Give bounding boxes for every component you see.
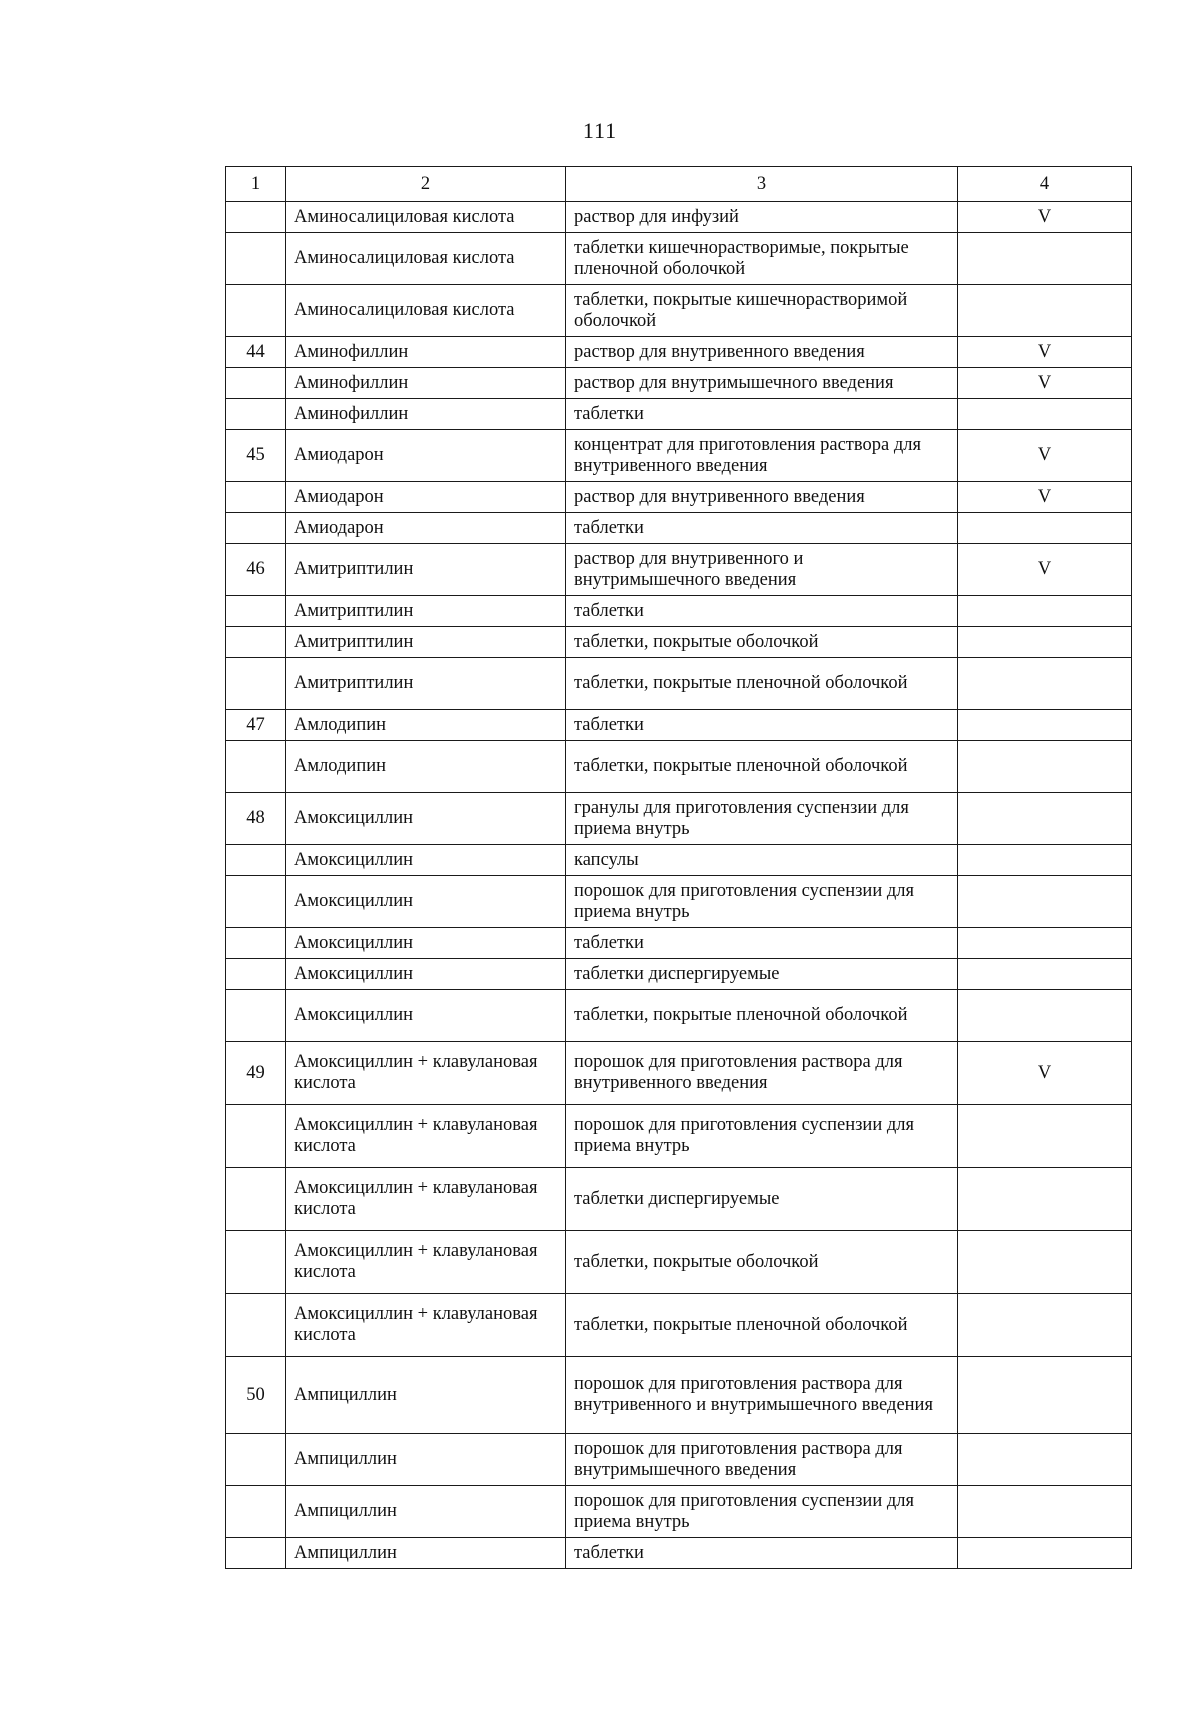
row-number-cell [226,1105,286,1168]
row-number-cell [226,1486,286,1538]
dosage-form-cell: таблетки [566,399,958,430]
mark-cell [958,1105,1132,1168]
dosage-form-cell: таблетки диспергируемые [566,1168,958,1231]
drug-name-cell: Амитриптилин [286,627,566,658]
dosage-form-cell: таблетки [566,928,958,959]
drug-name-cell: Аминофиллин [286,399,566,430]
column-header-3: 3 [566,167,958,202]
drug-name-cell: Аминофиллин [286,337,566,368]
dosage-form-cell: раствор для внутривенного введения [566,337,958,368]
row-number-cell [226,368,286,399]
dosage-form-cell: капсулы [566,845,958,876]
dosage-form-cell: таблетки [566,710,958,741]
page-number: 111 [582,118,618,143]
drug-table [225,166,1132,1569]
table-row [226,1538,1132,1569]
table-row [226,430,1132,482]
table-row [226,513,1132,544]
table-row [226,482,1132,513]
row-number-cell: 45 [226,430,286,482]
table-row [226,1042,1132,1105]
row-number-cell [226,959,286,990]
drug-name-cell: Амоксициллин + клавулановая кислота [286,1294,566,1357]
table-row [226,959,1132,990]
column-header-4: 4 [958,167,1132,202]
table-body [226,202,1132,1569]
drug-name-cell: Ампициллин [286,1538,566,1569]
dosage-form-cell: раствор для внутримышечного введения [566,368,958,399]
mark-cell [958,793,1132,845]
row-number-cell [226,233,286,285]
mark-cell [958,876,1132,928]
drug-name-cell: Амлодипин [286,710,566,741]
mark-cell [958,710,1132,741]
table-row [226,399,1132,430]
dosage-form-cell: раствор для инфузий [566,202,958,233]
mark-cell [958,1486,1132,1538]
table-row [226,1486,1132,1538]
drug-name-cell: Амлодипин [286,741,566,793]
mark-cell: V [958,1042,1132,1105]
drug-name-cell: Амитриптилин [286,658,566,710]
row-number-cell: 46 [226,544,286,596]
drug-name-cell: Ампициллин [286,1434,566,1486]
mark-cell [958,596,1132,627]
table-row [226,1231,1132,1294]
dosage-form-cell: порошок для приготовления раствора для внутримышечного введения [566,1434,958,1486]
drug-name-cell: Аминофиллин [286,368,566,399]
row-number-cell [226,990,286,1042]
mark-cell [958,1357,1132,1434]
table-row [226,233,1132,285]
row-number-cell: 48 [226,793,286,845]
drug-name-cell: Амоксициллин + клавулановая кислота [286,1168,566,1231]
mark-cell: V [958,337,1132,368]
mark-cell [958,513,1132,544]
drug-name-cell: Амоксициллин + клавулановая кислота [286,1042,566,1105]
table-row [226,990,1132,1042]
table-row [226,1294,1132,1357]
mark-cell [958,285,1132,337]
row-number-cell [226,928,286,959]
dosage-form-cell: таблетки [566,513,958,544]
drug-name-cell: Амоксициллин [286,990,566,1042]
dosage-form-cell: раствор для внутривенного и внутримышечного введения [566,544,958,596]
dosage-form-cell: порошок для приготовления суспензии для приема внутрь [566,876,958,928]
table-row [226,596,1132,627]
mark-cell [958,845,1132,876]
mark-cell [958,741,1132,793]
row-number-cell [226,1434,286,1486]
mark-cell [958,658,1132,710]
row-number-cell [226,596,286,627]
table-row [226,793,1132,845]
table-row [226,710,1132,741]
table-row [226,1168,1132,1231]
table-row [226,368,1132,399]
dosage-form-cell: таблетки, покрытые оболочкой [566,627,958,658]
drug-name-cell: Аминосалициловая кислота [286,285,566,337]
dosage-form-cell: таблетки, покрытые пленочной оболочкой [566,1294,958,1357]
mark-cell [958,627,1132,658]
table-row [226,202,1132,233]
drug-name-cell: Амоксициллин [286,959,566,990]
table-row [226,658,1132,710]
table-row [226,627,1132,658]
dosage-form-cell: порошок для приготовления суспензии для приема внутрь [566,1105,958,1168]
dosage-form-cell: таблетки кишечнорастворимые, покрытые пленочной оболочкой [566,233,958,285]
row-number-cell [226,658,286,710]
mark-cell [958,1168,1132,1231]
mark-cell [958,928,1132,959]
mark-cell: V [958,368,1132,399]
dosage-form-cell: таблетки, покрытые оболочкой [566,1231,958,1294]
mark-cell [958,1434,1132,1486]
drug-name-cell: Ампициллин [286,1357,566,1434]
row-number-cell [226,627,286,658]
table-row [226,845,1132,876]
table-row [226,1434,1132,1486]
row-number-cell [226,513,286,544]
table-row [226,285,1132,337]
drug-name-cell: Амоксициллин + клавулановая кислота [286,1231,566,1294]
drug-name-cell: Амоксициллин [286,928,566,959]
dosage-form-cell: раствор для внутривенного введения [566,482,958,513]
row-number-cell [226,202,286,233]
drug-name-cell: Амоксициллин [286,845,566,876]
row-number-cell [226,482,286,513]
column-header-1: 1 [226,167,286,202]
mark-cell: V [958,202,1132,233]
drug-name-cell: Амитриптилин [286,544,566,596]
mark-cell: V [958,544,1132,596]
dosage-form-cell: порошок для приготовления раствора для внутривенного и внутримышечного введения [566,1357,958,1434]
table-row [226,928,1132,959]
row-number-cell [226,845,286,876]
table-row [226,337,1132,368]
table-row [226,876,1132,928]
table-row [226,741,1132,793]
table-row [226,1357,1132,1434]
row-number-cell [226,1168,286,1231]
dosage-form-cell: концентрат для приготовления раствора для внутривенного введения [566,430,958,482]
mark-cell: V [958,430,1132,482]
row-number-cell [226,1538,286,1569]
dosage-form-cell: гранулы для приготовления суспензии для приема внутрь [566,793,958,845]
mark-cell: V [958,482,1132,513]
mark-cell [958,1538,1132,1569]
mark-cell [958,399,1132,430]
drug-name-cell: Аминосалициловая кислота [286,233,566,285]
drug-name-cell: Ампициллин [286,1486,566,1538]
mark-cell [958,1294,1132,1357]
dosage-form-cell: порошок для приготовления суспензии для приема внутрь [566,1486,958,1538]
dosage-form-cell: порошок для приготовления раствора для внутривенного введения [566,1042,958,1105]
row-number-cell [226,876,286,928]
drug-name-cell: Амиодарон [286,430,566,482]
mark-cell [958,959,1132,990]
drug-name-cell: Амоксициллин [286,793,566,845]
mark-cell [958,990,1132,1042]
table-row [226,544,1132,596]
drug-name-cell: Амитриптилин [286,596,566,627]
row-number-cell [226,399,286,430]
drug-name-cell: Амоксициллин + клавулановая кислота [286,1105,566,1168]
table-row [226,1105,1132,1168]
drug-name-cell: Амиодарон [286,482,566,513]
dosage-form-cell: таблетки [566,1538,958,1569]
drug-name-cell: Амоксициллин [286,876,566,928]
row-number-cell [226,285,286,337]
table-header-row [226,167,1132,202]
column-header-2: 2 [286,167,566,202]
mark-cell [958,233,1132,285]
mark-cell [958,1231,1132,1294]
row-number-cell: 49 [226,1042,286,1105]
dosage-form-cell: таблетки диспергируемые [566,959,958,990]
row-number-cell: 50 [226,1357,286,1434]
dosage-form-cell: таблетки, покрытые кишечнорастворимой оболочкой [566,285,958,337]
row-number-cell: 47 [226,710,286,741]
drug-name-cell: Амиодарон [286,513,566,544]
dosage-form-cell: таблетки, покрытые пленочной оболочкой [566,990,958,1042]
row-number-cell [226,741,286,793]
drug-name-cell: Аминосалициловая кислота [286,202,566,233]
dosage-form-cell: таблетки [566,596,958,627]
row-number-cell: 44 [226,337,286,368]
row-number-cell [226,1294,286,1357]
row-number-cell [226,1231,286,1294]
dosage-form-cell: таблетки, покрытые пленочной оболочкой [566,658,958,710]
dosage-form-cell: таблетки, покрытые пленочной оболочкой [566,741,958,793]
